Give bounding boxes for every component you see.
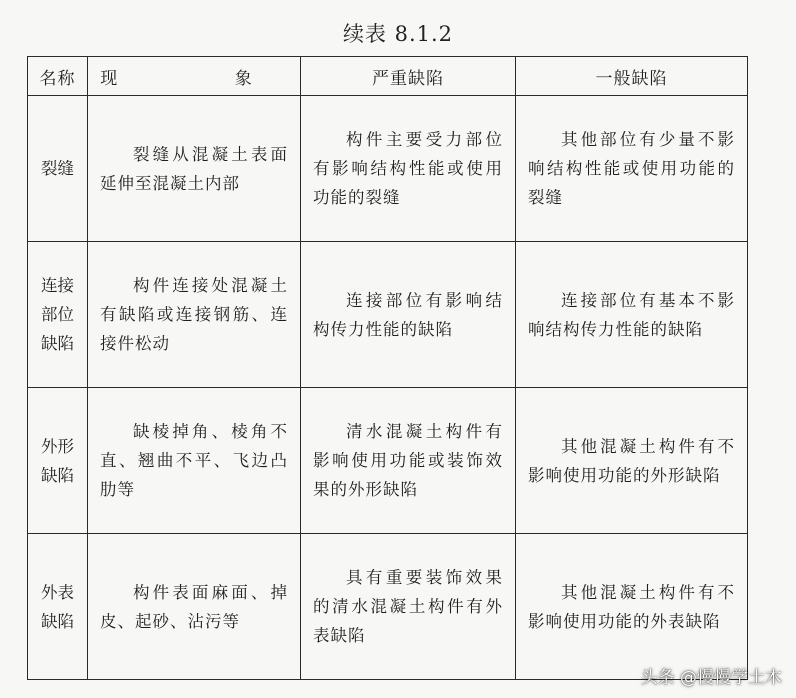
severe-defect-cell: 清水混凝土构件有影响使用功能或装饰效果的外形缺陷 <box>301 388 516 534</box>
general-defect-cell: 连接部位有基本不影响结构传力性能的缺陷 <box>516 242 748 388</box>
general-defect-cell: 其他部位有少量不影响结构性能或使用功能的裂缝 <box>516 96 748 242</box>
table-caption: 续表 8.1.2 <box>342 22 454 46</box>
general-defect-cell: 其他混凝土构件有不影响使用功能的外形缺陷 <box>516 388 748 534</box>
row-name-line: 裂缝 <box>41 159 74 178</box>
severe-defect-cell: 构件主要受力部位有影响结构性能或使用功能的裂缝 <box>301 96 516 242</box>
row-name-line: 缺陷 <box>41 611 74 631</box>
row-name-cell <box>28 388 88 534</box>
defect-table <box>27 56 748 680</box>
row-name-line: 缺陷 <box>41 465 74 485</box>
row-name-line: 缺陷 <box>41 334 74 353</box>
row-name-cell <box>28 242 88 388</box>
column-header-phenomenon <box>88 57 301 96</box>
table-row <box>28 96 748 242</box>
column-header-name: 名称 <box>28 57 88 96</box>
row-name-cell <box>28 96 88 242</box>
row-name-line: 外形 <box>41 436 74 456</box>
column-header-general: 一般缺陷 <box>516 57 748 96</box>
phenomenon-cell: 缺棱掉角、棱角不直、翘曲不平、飞边凸肋等 <box>88 388 301 534</box>
severe-defect-cell: 连接部位有影响结构传力性能的缺陷 <box>301 242 516 388</box>
row-name-line: 连接 <box>41 276 74 295</box>
row-name-cell <box>28 534 88 680</box>
table-row <box>28 388 748 534</box>
column-header-severe: 严重缺陷 <box>301 57 516 96</box>
table-row <box>28 534 748 680</box>
column-header-phenomenon-label: 现 象 <box>100 68 288 89</box>
severe-defect-cell: 具有重要装饰效果的清水混凝土构件有外表缺陷 <box>301 534 516 680</box>
source-watermark: 头条 @慢慢学土木 <box>640 668 782 688</box>
phenomenon-cell: 裂缝从混凝土表面延伸至混凝土内部 <box>88 96 301 242</box>
table-row <box>28 242 748 388</box>
general-defect-cell: 其他混凝土构件有不影响使用功能的外表缺陷 <box>516 534 748 680</box>
phenomenon-cell: 构件表面麻面、掉皮、起砂、沾污等 <box>88 534 301 680</box>
row-name-line: 部位 <box>41 305 74 324</box>
row-name-line: 外表 <box>41 582 74 602</box>
table-header-row <box>28 57 748 96</box>
phenomenon-cell: 构件连接处混凝土有缺陷或连接钢筋、连接件松动 <box>88 242 301 388</box>
